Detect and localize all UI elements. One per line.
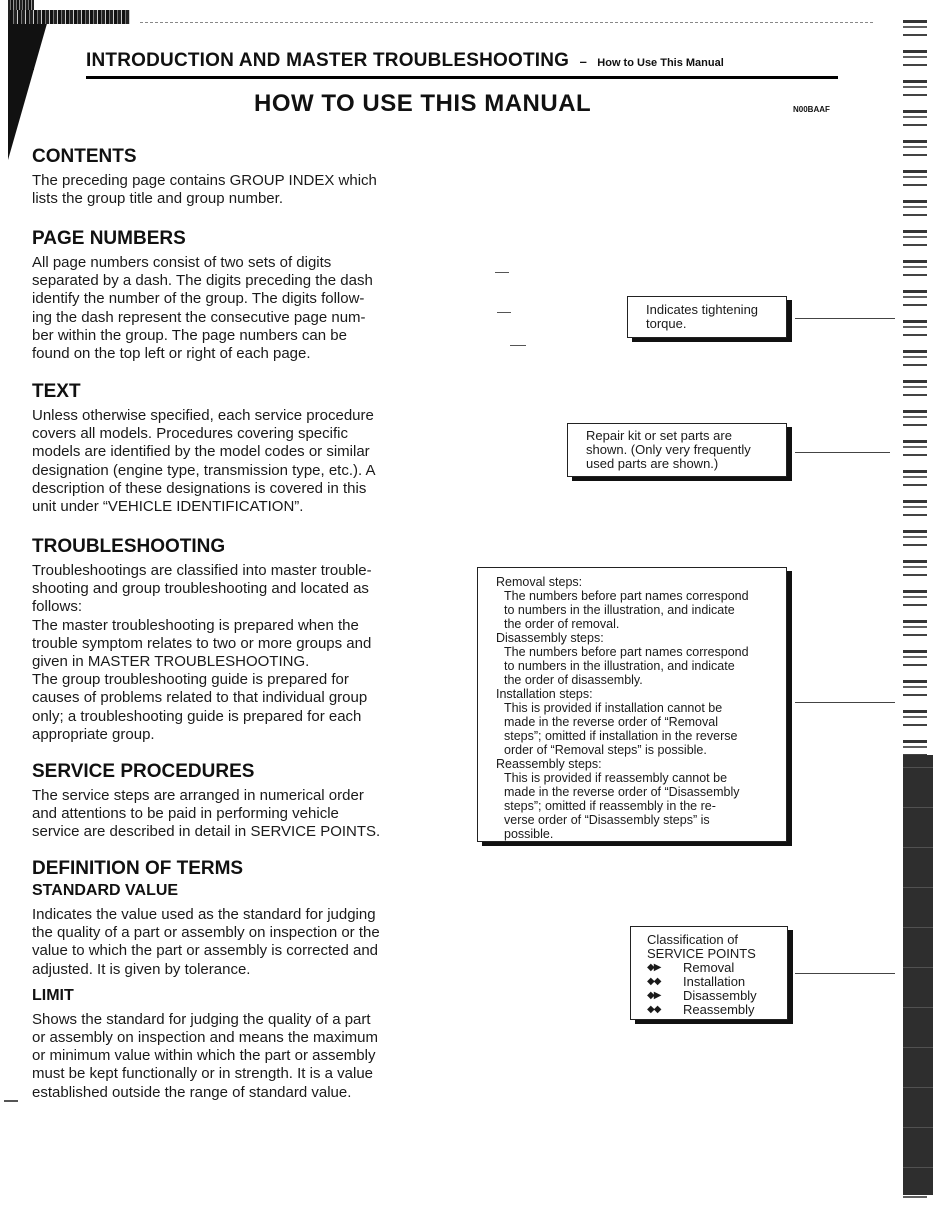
text-line: adjusted. It is given by tolerance. <box>32 960 251 978</box>
text-line: Shows the standard for judging the quality of a part <box>32 1010 371 1028</box>
section-page-numbers <box>32 228 414 363</box>
text-line: lists the group title and group number. <box>32 190 283 208</box>
scan-speck <box>510 345 526 346</box>
text-line: models are identified by the model codes or similar <box>32 443 370 461</box>
text-line: trouble symptom relates to two or more groups and <box>32 634 372 652</box>
callout-text: This is provided if reassembly cannot be <box>504 771 728 785</box>
text-line: The service steps are arranged in numerical order <box>32 787 364 804</box>
section-contents <box>32 146 414 208</box>
callout-text: to numbers in the illustration, and indicate <box>504 603 735 617</box>
callout-text: used parts are shown.) <box>586 456 719 471</box>
callout-title: Classification of <box>647 932 739 947</box>
callout-text: The numbers before part names correspond <box>504 589 749 603</box>
text-line: designation (engine type, transmission type, etc.). A <box>32 461 376 479</box>
text-line: appropriate group. <box>32 725 155 743</box>
scan-speck <box>497 312 511 313</box>
scan-dash-line <box>140 22 873 24</box>
service-point-label: Disassembly <box>683 988 757 1003</box>
callout-text: Indicates tightening <box>646 302 759 317</box>
disassembly-symbol-icon: ◆▶ <box>647 990 661 1001</box>
section-text <box>32 381 414 516</box>
document-code: N00BAAF <box>793 105 830 114</box>
callout-title: SERVICE POINTS <box>647 946 756 961</box>
steps-label-removal: Removal steps: <box>496 575 583 589</box>
callout-text: to numbers in the illustration, and indicate <box>504 659 735 673</box>
service-point-removal <box>647 961 771 975</box>
text-line: All page numbers consist of two sets of digits <box>32 254 332 271</box>
heading-standard-value: STANDARD VALUE <box>32 882 179 899</box>
paragraph-page-numbers <box>32 254 414 363</box>
header-section-title: INTRODUCTION AND MASTER TROUBLESHOOTING <box>86 50 570 71</box>
paragraph-troubleshooting <box>32 562 414 744</box>
section-definition-of-terms <box>32 858 414 1102</box>
steps-label-installation: Installation steps: <box>496 687 593 701</box>
scan-shadow-wedge <box>8 20 48 160</box>
text-line: unit under “VEHICLE IDENTIFICATION”. <box>32 498 304 516</box>
service-point-label: Reassembly <box>683 1002 755 1017</box>
removal-symbol-icon: ◆▶ <box>647 962 661 973</box>
paragraph-limit <box>32 1011 414 1102</box>
text-line: Unless otherwise specified, each service procedure <box>32 407 374 424</box>
steps-label-disassembly: Disassembly steps: <box>496 631 604 645</box>
callout-text: made in the reverse order of “Disassembly <box>504 785 740 799</box>
callout-text: This is provided if installation cannot be <box>504 701 723 715</box>
text-line: Troubleshootings are classified into master trouble- <box>32 562 372 579</box>
text-line: follows: <box>32 598 83 616</box>
callout-torque <box>627 296 787 338</box>
text-line: description of these designations is covered in this <box>32 479 367 497</box>
section-troubleshooting <box>32 536 414 744</box>
reassembly-symbol-icon: ◆◆ <box>647 1004 661 1015</box>
text-line: covers all models. Procedures covering specific <box>32 425 348 443</box>
paragraph-standard-value <box>32 906 414 979</box>
installation-symbol-icon: ◆◆ <box>647 976 661 987</box>
paragraph-contents <box>32 172 414 208</box>
callout-service-points <box>630 926 788 1020</box>
text-line: only; a troubleshooting guide is prepared for each <box>32 707 362 725</box>
text-line: shooting and group troubleshooting and located as <box>32 580 369 598</box>
text-line: must be kept functionally or in strength. It is a value <box>32 1065 374 1083</box>
service-point-disassembly <box>647 989 771 1003</box>
section-service-procedures <box>32 761 414 842</box>
text-line: the quality of a part or assembly on inspection or the <box>32 924 380 942</box>
leader-line <box>795 702 895 703</box>
scan-binding-left <box>0 0 40 160</box>
text-line: value to which the part or assembly is corrected and <box>32 942 379 960</box>
callout-text: verse order of “Disassembly steps” is <box>504 813 710 827</box>
callout-text: the order of disassembly. <box>504 673 643 687</box>
callout-text: Repair kit or set parts are <box>586 428 732 443</box>
heading-page-numbers: PAGE NUMBERS <box>32 228 186 249</box>
heading-text: TEXT <box>32 381 81 402</box>
callout-text: The numbers before part names correspond <box>504 645 749 659</box>
header-subtitle: How to Use This Manual <box>597 57 724 69</box>
text-line: The group troubleshooting guide is prepared for <box>32 671 349 689</box>
text-line: established outside the range of standard value. <box>32 1083 352 1101</box>
callout-text: made in the reverse order of “Removal <box>504 715 718 729</box>
callout-steps <box>477 567 787 842</box>
callout-text: shown. (Only very frequently <box>586 442 751 457</box>
steps-label-reassembly: Reassembly steps: <box>496 757 602 771</box>
heading-contents: CONTENTS <box>32 146 137 167</box>
callout-text: order of “Removal steps” is possible. <box>504 743 707 757</box>
text-line: The preceding page contains GROUP INDEX which <box>32 172 377 189</box>
text-line: Indicates the value used as the standard for judging <box>32 906 376 923</box>
scan-speck <box>495 272 509 273</box>
text-line: separated by a dash. The digits preceding the dash <box>32 272 373 290</box>
service-point-reassembly <box>647 1003 771 1017</box>
callout-text: possible. <box>504 827 554 841</box>
callout-text: torque. <box>646 316 687 331</box>
running-header <box>86 50 838 79</box>
callout-text: the order of removal. <box>504 617 620 631</box>
text-line: identify the number of the group. The digits follow- <box>32 290 365 308</box>
leader-line <box>795 318 895 319</box>
leader-line <box>795 452 890 453</box>
scan-dark-band <box>903 755 933 1195</box>
text-line: found on the top left or right of each page. <box>32 345 311 363</box>
text-line: The master troubleshooting is prepared when the <box>32 616 359 634</box>
paragraph-text <box>32 407 414 516</box>
callout-text: steps”; omitted if reassembly in the re- <box>504 799 716 813</box>
text-line: and attentions to be paid in performing vehicle <box>32 805 339 823</box>
heading-definition-of-terms: DEFINITION OF TERMS <box>32 858 244 879</box>
header-separator: – <box>579 54 587 69</box>
heading-service-procedures: SERVICE PROCEDURES <box>32 761 255 782</box>
text-line: or minimum value within which the part or assembly <box>32 1047 376 1065</box>
scan-speck <box>4 1100 18 1102</box>
service-point-label: Installation <box>683 974 746 989</box>
text-line: or assembly on inspection and means the maximum <box>32 1029 378 1047</box>
text-line: service are described in detail in SERVICE POINTS. <box>32 823 381 841</box>
leader-line <box>795 973 895 974</box>
heading-troubleshooting: TROUBLESHOOTING <box>32 536 226 557</box>
service-point-installation <box>647 975 771 989</box>
scan-noise-top <box>10 10 130 24</box>
text-line: ing the dash represent the consecutive page num- <box>32 308 366 326</box>
callout-text: steps”; omitted if installation in the reverse <box>504 729 738 743</box>
text-line: ber within the group. The page numbers can be <box>32 326 347 344</box>
text-line: given in MASTER TROUBLESHOOTING. <box>32 653 310 671</box>
scan-binding-right <box>903 20 927 1200</box>
heading-limit: LIMIT <box>32 986 74 1004</box>
page-title: HOW TO USE THIS MANUAL <box>254 90 592 117</box>
text-line: causes of problems related to that individual group <box>32 689 368 707</box>
paragraph-service-procedures <box>32 787 414 842</box>
service-point-label: Removal <box>683 960 735 975</box>
callout-repair-kit <box>567 423 787 477</box>
